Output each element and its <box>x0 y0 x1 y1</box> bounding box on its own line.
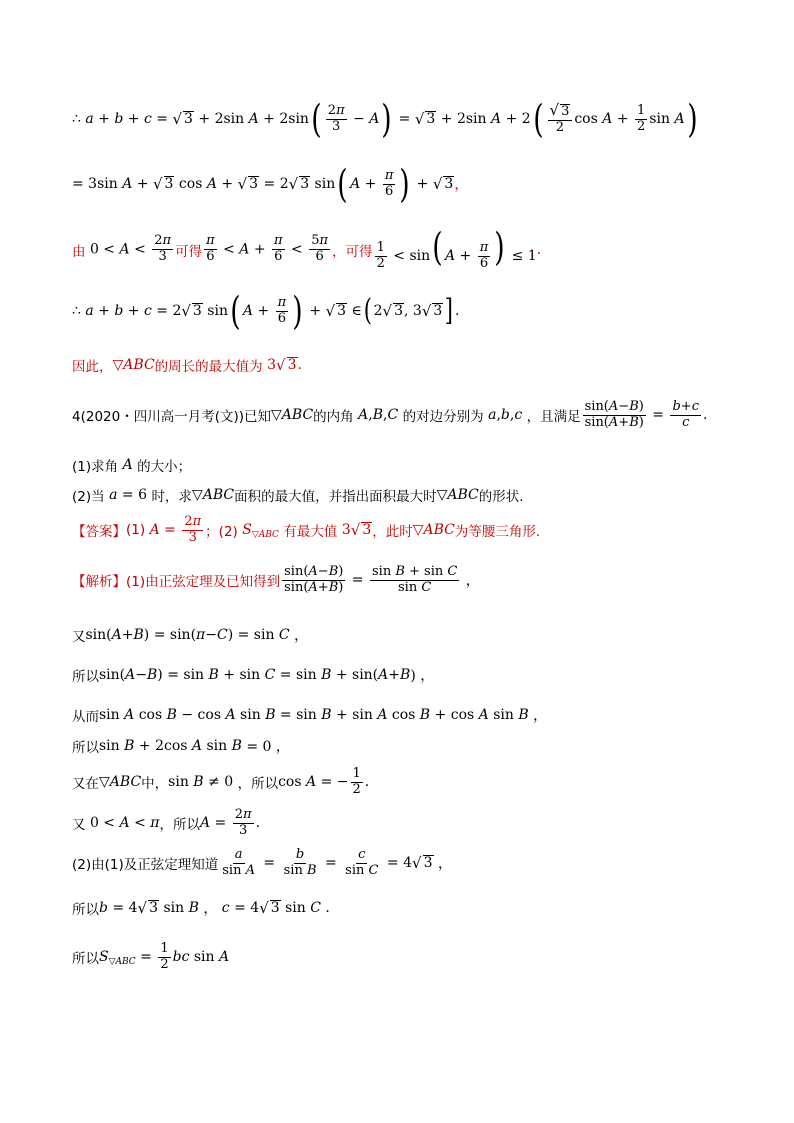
again-2c: ，所以 <box>237 776 279 793</box>
equation-sum-simplified: = 3sin A + √ 3 cos A + √ 3 = 2 √ 3 sin ( A + $\frac{\pi}{6}$ ) + √ 3 ， <box>72 162 469 206</box>
part2-d: 的形状. <box>478 489 524 505</box>
answer-5: 为等腰三角形. <box>454 524 541 541</box>
analysis-line: 【解析】 (1)由正弦定理及已知得到 $\frac{\sin(A-B)}{\sin(A+B)}$ = $\frac{\text{sin B + sin C}}{\text{sin C}}$ ， <box>72 564 480 595</box>
range-derivation: 由 0 < A < $\frac{2\pi}{3}$ 可得 $\frac{\pi}{6}$ < A + $\frac{\pi}{6}$ < $\frac{5\pi}{6}$ ，可得 $\frac{1}{2}$ < sin( A + $\frac{\pi}{6}$ ) ≤ 1 . <box>72 225 542 271</box>
step-area: 所以 S ▽ABC = $\frac{1}{2}$ bc sin A <box>72 941 230 972</box>
answer-3: 有最大值 <box>283 524 338 541</box>
again-3b: ，所以 <box>159 817 200 834</box>
conclusion-text-1: 因此， <box>72 359 113 375</box>
again-3: 又 <box>72 817 86 834</box>
part2-solution: (2)由(1)及正弦定理知道 $\frac{a}{\text{sin A}}$ = $\frac{b}{\text{sin B}}$ = $\frac{c}{\text{sin C}}$ = 4 √ 3 ， <box>72 847 452 878</box>
step-sin-diff: 所以 sin( A − B ) = sin B + sin C = sin B + sin( A + B ) ， <box>72 667 435 685</box>
step-cosA: 又在 ▽ ABC 中， sin B ≠ 0 ，所以 cos A = − $\frac{1}{2}$ . <box>72 766 370 797</box>
again-2: 又在 <box>72 776 99 793</box>
question-number: 4(2020・四川高一月考(文))已知 <box>72 409 272 426</box>
question-4: 4(2020・四川高一月考(文))已知 ▽ ABC 的内角 A , B , C 的对边分别为 a , b , c ，且满足 $\frac{\sin(A-B)}{\sin(A+B)}$ = $\frac{b+c}{c}$ . <box>72 399 708 430</box>
so-1: 所以 <box>72 669 99 685</box>
conclusion-perimeter: 因此， ▽ ABC 的周长的最大值为 3 √ 3 . <box>72 356 302 375</box>
answer-4: ，此时 <box>372 524 413 541</box>
so-4: 所以 <box>72 951 99 968</box>
question-part-1: (1)求角 A 的大小； <box>72 457 192 475</box>
conclusion-text-2: 的周长的最大值为 <box>154 359 263 375</box>
so-2: 所以 <box>72 740 99 756</box>
so-3: 所以 <box>72 902 99 918</box>
question-part-2: (2)当 a = 6 时，求 ▽ ABC 面积的最大值，并指出面积最大时 ▽ ABC 的形状. <box>72 487 524 505</box>
step-A-value: 又 0 < A < π ，所以 A = $\frac{2\pi}{3}$ . <box>72 807 261 838</box>
part2-c: 面积的最大值，并指出面积最大时 <box>234 489 437 505</box>
step-sin-sum: 又 sin( A + B ) = sin( π − C ) = sin C ， <box>72 627 309 645</box>
again-2b: 中， <box>141 776 169 793</box>
again-1: 又 <box>72 629 86 645</box>
question-text-2: 的对边分别为 <box>402 409 484 426</box>
equation-sum-expansion: ∴ a + b + c = √ 3 + 2sin A + 2sin ( $\frac{2\pi}{3}$ − A ) = √ 3 + 2sin A + 2 ( $\frac{√ 3}{2}$ cos A + $\frac{1}{2}$ sin A ) <box>72 97 698 141</box>
answer-line: 【答案】 (1) A = $\frac{2\pi}{3}$ ；(2) S ▽ABC 有最大值 3 √ 3 ，此时 ▽ ABC 为等腰三角形. <box>72 514 541 545</box>
part1-end: 的大小； <box>137 459 192 475</box>
analysis-tag: 【解析】 <box>72 574 126 591</box>
answer-tag: 【答案】 <box>72 524 126 541</box>
range-mid2: ，可得 <box>332 243 373 260</box>
thus-1: 从而 <box>72 709 99 725</box>
therefore-symbol: ∴ <box>72 111 86 127</box>
part2-b: 时，求 <box>151 489 192 505</box>
step-expand: 从而 sin A cos B − cos A sin B = sin B + sin A cos B + cos A sin B ， <box>72 707 548 725</box>
sum-range-result: ∴ a + b + c = 2 √ 3 sin ( A + $\frac{\pi}{6}$ ) + √ 3 ∈ ( 2 √ 3 , 3 √ 3 ] . <box>72 289 460 333</box>
part2-sol: (2)由(1)及正弦定理知道 <box>72 857 219 874</box>
part2-a: (2)当 <box>72 489 105 505</box>
question-text-3: ，且满足 <box>526 409 581 426</box>
range-prefix: 由 <box>72 243 86 260</box>
part1-text: (1)求角 <box>72 459 119 475</box>
analysis-1: (1)由正弦定理及已知得到 <box>126 574 281 591</box>
question-text-1: 的内角 <box>313 409 354 426</box>
answer-2: ；(2) <box>205 524 238 541</box>
range-mid: 可得 <box>175 243 203 260</box>
step-zero: 所以 sin B + 2cos A sin B = 0 ， <box>72 738 290 756</box>
answer-1: (1) <box>126 522 146 539</box>
step-b-c: 所以 b = 4 √ 3 sin B ， c = 4 √ 3 sin C . <box>72 899 330 918</box>
